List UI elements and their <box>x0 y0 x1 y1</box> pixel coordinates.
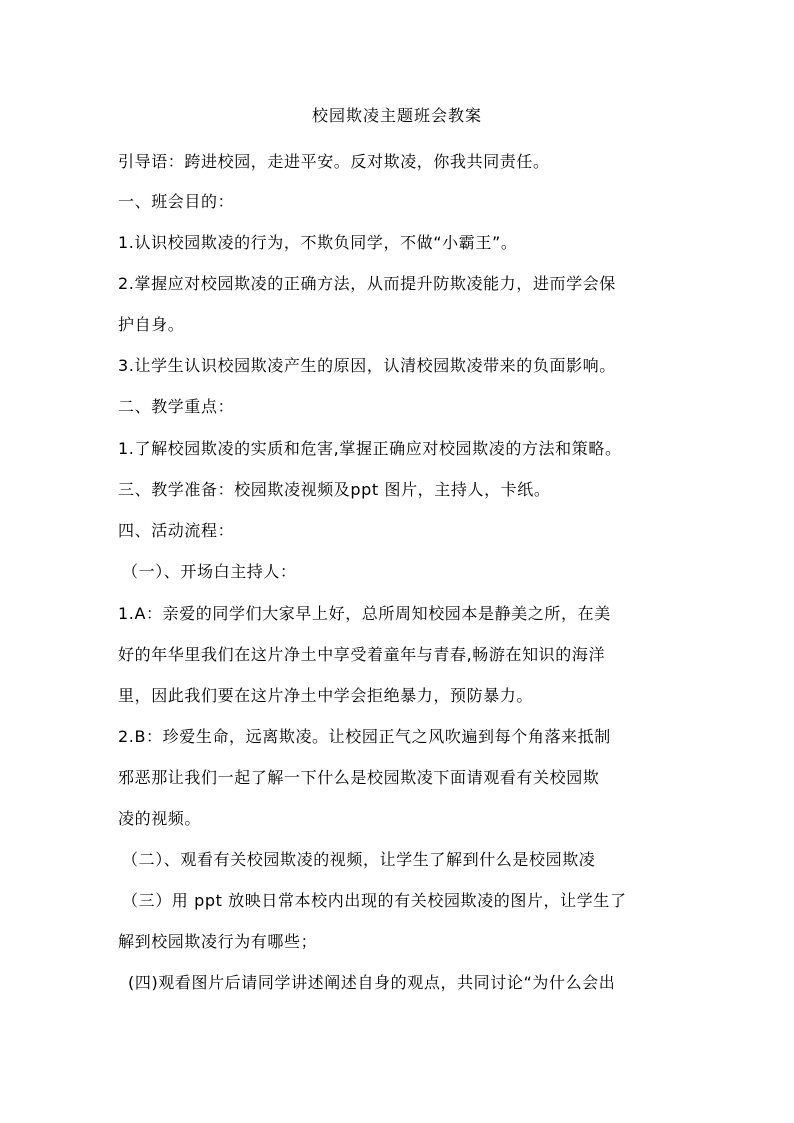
section-heading: 三、教学准备：校园欺凌视频及ppt 图片，主持人，卡纸。 <box>118 480 551 499</box>
document-title: 校园欺凌主题班会教案 <box>311 106 482 125</box>
paragraph-line: 2.掌握应对校园欺凌的正确方法，从而提升防欺凌能力，进而学会保 <box>118 274 616 293</box>
subsection-heading: （一）、开场白主持人： <box>122 562 297 581</box>
paragraph-line: 1.认识校园欺凌的行为，不欺负同学，不做“小霸王”。 <box>118 233 518 252</box>
paragraph-line: 解到校园欺凌行为有哪些； <box>118 932 318 951</box>
subsection-heading: (四)观看图片后请同学讲述阐述自身的观点，共同讨论“为什么会出 <box>128 973 616 992</box>
paragraph-line: 好的年华里我们在这片净土中享受着童年与青春,畅游在知识的海洋 <box>118 645 606 664</box>
intro-line: 引导语：跨进校园，走进平安。反对欺凌，你我共同责任。 <box>118 152 550 171</box>
subsection-heading: （二）、观看有关校园欺凌的视频，让学生了解到什么是校园欺凌 <box>122 850 596 869</box>
section-heading: 四、活动流程： <box>118 521 235 540</box>
paragraph-line: 凌的视频。 <box>118 809 202 828</box>
paragraph-line: 3.让学生认识校园欺凌产生的原因，认清校园欺凌带来的负面影响。 <box>118 356 616 375</box>
paragraph-line: 护自身。 <box>118 315 185 334</box>
subsection-heading: （三）用 ppt 放映日常本校内出现的有关校园欺凌的图片，让学生了 <box>122 891 627 910</box>
paragraph-line: 1.了解校园欺凌的实质和危害,掌握正确应对校园欺凌的方法和策略。 <box>118 439 622 458</box>
paragraph-line: 里，因此我们要在这片净土中学会拒绝暴力，预防暴力。 <box>118 686 534 705</box>
paragraph-line: 2.B：珍爱生命，远离欺凌。让校园正气之风吹遍到每个角落来抵制 <box>118 727 611 746</box>
section-heading: 一、班会目的： <box>118 192 235 211</box>
paragraph-line: 邪恶那让我们一起了解一下什么是校园欺凌下面请观看有关校园欺 <box>118 768 600 787</box>
paragraph-line: 1.A：亲爱的同学们大家早上好，总所周知校园本是静美之所，在美 <box>118 604 611 623</box>
section-heading: 二、教学重点： <box>118 397 235 416</box>
